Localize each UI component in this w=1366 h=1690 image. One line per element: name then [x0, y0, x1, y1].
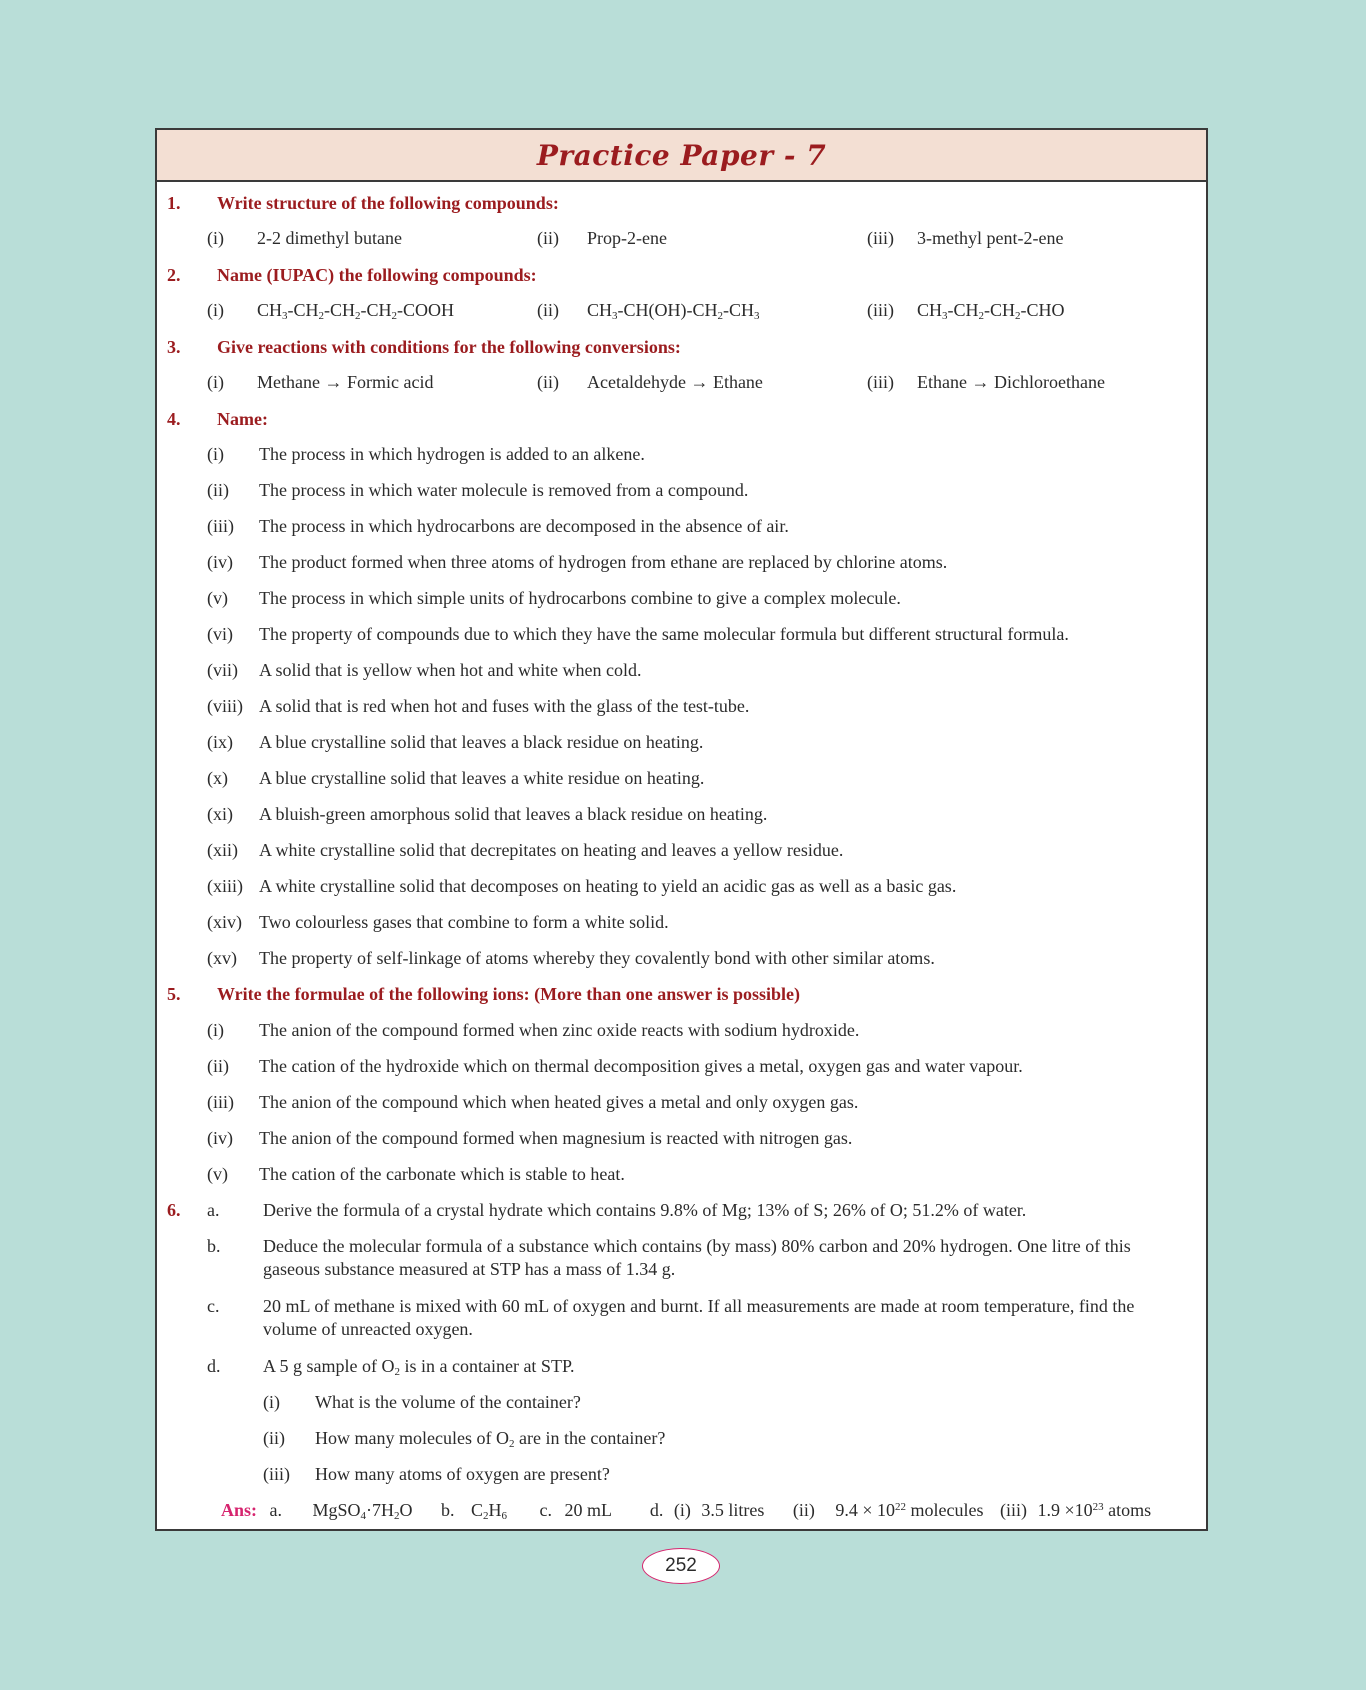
- list-item: (ii) The process in which water molecule is removed from a compound.: [207, 480, 749, 500]
- list-item: (xv) The property of self-linkage of atoms whereby they covalently bond with other similar atoms.: [207, 948, 935, 968]
- list-item: (xiv) Two colourless gases that combine to form a white solid.: [207, 912, 669, 932]
- question-2-options: [207, 299, 1187, 323]
- list-item: (i) What is the volume of the container?: [263, 1392, 581, 1412]
- question-6d: d. A 5 g sample of $O_2$ is in a container at STP.: [207, 1355, 1187, 1379]
- title-band: [157, 130, 1206, 182]
- question-6a: a. Derive the formula of a crystal hydrate which contains 9.8% of Mg; 13% of S; 26% of O; 51.2% of water.: [207, 1200, 1027, 1220]
- list-item: (vi) The property of compounds due to which they have the same molecular formula but different structural formula.: [207, 624, 1069, 644]
- list-item: (iv) The anion of the compound formed when magnesium is reacted with nitrogen gas.: [207, 1128, 853, 1148]
- question-text: Give reactions with conditions for the following conversions:: [217, 337, 681, 357]
- question-text: Name (IUPAC) the following compounds:: [217, 265, 537, 285]
- list-item: (iii) Ethane → Dichloroethane: [867, 372, 1105, 392]
- formula-text: $CH_3-CH_2-CH_2-CH_2$-COOH: [257, 300, 455, 322]
- question-text: Write the formulae of the following ions: (More than one answer is possible): [217, 984, 800, 1004]
- list-item: (iii) How many atoms of oxygen are present?: [263, 1464, 610, 1484]
- question-1-options: [207, 227, 1187, 251]
- list-item: (i) 2-2 dimethyl butane: [207, 228, 402, 248]
- list-item: (ii) Prop-2-ene: [537, 228, 667, 248]
- question-6c: c. 20 mL of methane is mixed with 60 mL of oxygen and burnt. If all measurements are made at room temperature, find the volume of unreacted oxygen.: [207, 1296, 1135, 1339]
- list-item: (ii) Acetaldehyde → Ethane: [537, 372, 763, 392]
- list-item: (v) The cation of the carbonate which is stable to heat.: [207, 1164, 625, 1184]
- list-item: (i) $CH_3-CH_2-CH_2-CH_2$-COOH: [207, 300, 455, 322]
- question-number: 4.: [167, 409, 181, 429]
- list-item: (ii) How many molecules of $O_2$ are in the container?: [263, 1428, 666, 1450]
- question-6b: b. Deduce the molecular formula of a substance which contains (by mass) 80% carbon and 20% hydrogen. One litre of this gaseous substance measured at STP has a mass of 1.34 g.: [207, 1236, 1131, 1279]
- list-item: (iv) The product formed when three atoms of hydrogen from ethane are replaced by chlorine atoms.: [207, 552, 948, 572]
- question-number: 6.: [167, 1200, 181, 1220]
- list-item: (vii) A solid that is yellow when hot and white when cold.: [207, 660, 642, 680]
- question-number: 3.: [167, 337, 181, 357]
- formula-text: $CH_3-CH_2-CH_2$-CHO: [917, 300, 1065, 322]
- list-item: (i) Methane → Formic acid: [207, 372, 434, 392]
- question-number: 2.: [167, 265, 181, 285]
- list-item: (xii) A white crystalline solid that decrepitates on heating and leaves a yellow residue.: [207, 840, 844, 860]
- page-title: Practice Paper - 7: [536, 138, 827, 172]
- list-item: (iii) 3-methyl pent-2-ene: [867, 228, 1064, 248]
- question-3-options: [207, 371, 1187, 395]
- list-item: (xi) A bluish-green amorphous solid that leaves a black residue on heating.: [207, 804, 768, 824]
- list-item: (iii) The process in which hydrocarbons are decomposed in the absence of air.: [207, 516, 789, 536]
- list-item: (i) The anion of the compound formed when zinc oxide reacts with sodium hydroxide.: [207, 1020, 860, 1040]
- question-number: 5.: [167, 984, 181, 1004]
- list-item: (v) The process in which simple units of hydrocarbons combine to give a complex molecule.: [207, 588, 901, 608]
- list-item: (x) A blue crystalline solid that leaves a white residue on heating.: [207, 768, 705, 788]
- list-item: (iii) $CH_3-CH_2-CH_2$-CHO: [867, 300, 1065, 322]
- list-item: (i) The process in which hydrogen is added to an alkene.: [207, 444, 645, 464]
- question-number: 1.: [167, 193, 181, 213]
- answer-label: Ans:: [221, 1500, 258, 1520]
- question-6d-text: A 5 g sample of $O_2$ is in a container at STP.: [263, 1356, 575, 1378]
- list-item: (iii) The anion of the compound which when heated gives a metal and only oxygen gas.: [207, 1092, 859, 1112]
- list-item: (ii) $CH_3-CH(OH)-CH_2-CH_3$: [537, 300, 760, 322]
- practice-paper-sheet: [155, 128, 1208, 1531]
- list-item: (ix) A blue crystalline solid that leaves a black residue on heating.: [207, 732, 704, 752]
- question-text: Write structure of the following compounds:: [217, 193, 559, 213]
- formula-text: $CH_3-CH(OH)-CH_2-CH_3$: [587, 300, 760, 322]
- list-item: (ii) The cation of the hydroxide which on thermal decomposition gives a metal, oxygen gas and water vapour.: [207, 1056, 1023, 1076]
- list-item: (viii) A solid that is red when hot and fuses with the glass of the test-tube.: [207, 696, 750, 716]
- question-text: Name:: [217, 409, 268, 429]
- page-number: 252: [642, 1548, 720, 1584]
- answer-line: Ans: a. $MgSO_4\cdot 7H_2O$ b. $C_2H_6$ c. 20 mL d. (i) 3.5 litres (ii) $9.4 \times 10^{22}$ molecules (iii) $1.9 \times 10^{23}$ atoms: [221, 1500, 1152, 1522]
- list-item: (xiii) A white crystalline solid that decomposes on heating to yield an acidic gas as well as a basic gas.: [207, 876, 957, 896]
